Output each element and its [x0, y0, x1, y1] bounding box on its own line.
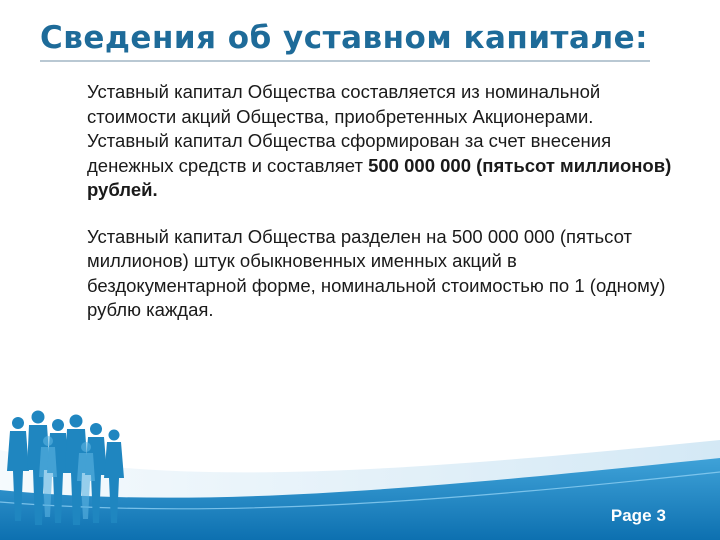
page-label: Page	[610, 506, 652, 525]
capital-amount-bold: 500 000 000 (пятьсот миллионов) рублей.	[87, 154, 672, 200]
paragraph-capital-formation	[87, 80, 677, 203]
slide-title: Сведения об уставном капитале:	[40, 20, 649, 56]
page-number	[606, 506, 666, 526]
paragraph-shares: Уставный капитал Общества разделен на 500 000 000 (пятьсот миллионов) штук обыкновенных именных акций в бездокументарной форме, номинальной стоимостью по 1 (одному) рублю каждая.	[87, 225, 666, 320]
slide-body	[87, 80, 677, 345]
title-divider	[40, 60, 650, 62]
page-number-value: 3	[656, 506, 666, 525]
business-people-silhouettes	[0, 395, 140, 540]
paragraph-1-text: Уставный капитал Общества составляется из номинальной стоимости акций Общества, приобретенных Акционерами. Уставный капитал Общества сформирован за счет внесения денежных средств и составляет	[87, 81, 612, 176]
